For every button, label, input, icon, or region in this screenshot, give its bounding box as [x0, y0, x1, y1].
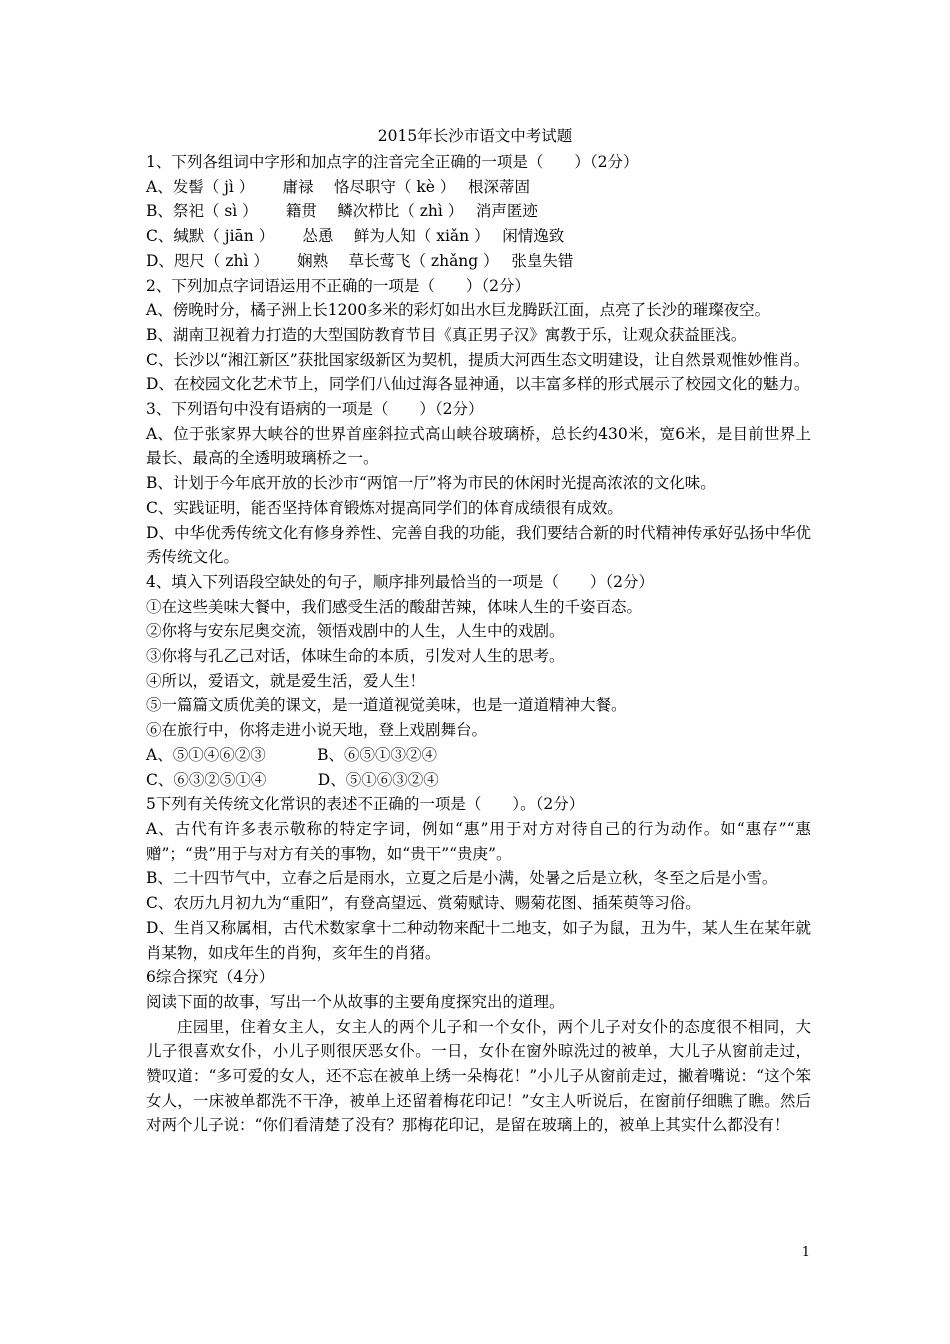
question-4-stem: 4、填入下列语段空缺处的句子，顺序排列最恰当的一项是（ ）（2分）: [146, 572, 654, 591]
question-1-option-d: D、咫尺（ zhì ） 娴熟 草长莺飞（ zhǎng ） 张皇失错: [146, 251, 574, 270]
question-1-option-b: B、祭祀（ sì ） 籍贯 鳞次栉比（ zhì ） 消声匿迹: [146, 202, 538, 221]
question-4-sentence-3: ③你将与孔乙己对话，体味生命的本质，引发对人生的思考。: [146, 647, 565, 666]
question-1-stem: 1、下列各组词中字形和加点字的注音完全正确的一项是（ ）（2分）: [146, 153, 639, 171]
question-5-option-b: B、二十四节气中，立春之后是雨水，立夏之后是小满，处暑之后是立秋，冬至之后是小雪。: [146, 869, 778, 888]
question-5-option-d: D、生肖又称属相，古代术数家拿十二种动物来配十二地支，如子为鼠，丑为牛，某人生在某年就肖某物，如戌年生的肖狗，亥年生的肖猪。: [146, 918, 811, 962]
question-5-stem: 5下列有关传统文化常识的表述不正确的一项是（ ）。（2分）: [146, 795, 585, 814]
question-4-sentence-5: ⑤一篇篇文质优美的课文，是一道道视觉美味，也是一道道精神大餐。: [146, 696, 627, 715]
question-4-sentence-2: ②你将与安东尼奥交流，领悟戏剧中的人生，人生中的戏剧。: [146, 622, 565, 641]
question-3-option-c: C、实践证明，能否坚持体育锻炼对提高同学们的体育成绩很有成效。: [146, 498, 623, 517]
question-5-option-c: C、农历九月初九为“重阳”，有登高望远、赏菊赋诗、赐菊花图、插茱萸等习俗。: [146, 894, 701, 913]
question-4-sentence-4: ④所以，爱语文，就是爱生活，爱人生！: [146, 671, 426, 690]
question-6-stem: 6综合探究（4分）: [146, 968, 275, 987]
question-2-option-b: B、湖南卫视着力打造的大型国防教育节目《真正男子汉》寓教于乐，让观众获益匪浅。: [146, 325, 747, 344]
question-2-option-c: C、长沙以“湘江新区”获批国家级新区为契机，提质大河西生态文明建设，让自然景观惟妙惟肖。: [146, 350, 810, 369]
question-3-option-b: B、计划于今年底开放的长沙市“两馆一厅”将为市民的休闲时光提高浓浓的文化味。: [146, 474, 716, 493]
question-4-options-cd: C、⑥③②⑤①④ D、⑤①⑥③②④: [146, 770, 439, 789]
question-2-option-a: A、傍晚时分，橘子洲上长1200多米的彩灯如出水巨龙腾跃江面，点亮了长沙的璀璨夜空。: [146, 301, 771, 320]
question-1-option-a: A、发髻（ jì ） 庸禄 恪尽职守（ kè ） 根深蒂固: [146, 177, 531, 196]
question-1-option-c: C、缄默（ jiān ） 怂恿 鲜为人知（ xiǎn ） 闲情逸致: [146, 227, 565, 246]
question-4-options-ab: A、⑤①④⑥②③ B、⑥⑤①③②④: [146, 745, 438, 764]
question-6-story: 庄园里，住着女主人，女主人的两个儿子和一个女仆，两个儿子对女仆的态度很不相同，大儿子很喜欢女仆，小儿子则很厌恶女仆。一日，女仆在窗外晾洗过的被单，大儿子从窗前走过，赞叹道：“多可爱的女人，还不忘在被单上绣一朵梅花！”小儿子从窗前走过，撇着嘴说：“这个笨女人，一床被单都洗不干净，被单上还留着梅花印记！”女主人听说后，在窗前仔细瞧了瞧。然后对两个儿子说：“你们看清楚了没有？那梅花印记，是留在玻璃上的，被单上其实什么都没有！: [146, 1017, 811, 1135]
page-title: 2015年长沙市语文中考试题: [377, 127, 573, 145]
page-number: 1: [801, 1245, 810, 1260]
question-3-stem: 3、下列语句中没有语病的一项是（ ）（2分）: [146, 400, 484, 419]
question-6-instruction: 阅读下面的故事，写出一个从故事的主要角度探究出的道理。: [146, 992, 565, 1011]
question-4-sentence-1: ①在这些美味大餐中，我们感受生活的酸甜苦辣，体味人生的千姿百态。: [146, 597, 643, 616]
exam-body: [146, 150, 811, 1138]
question-2-option-d: D、在校园文化艺术节上，同学们八仙过海各显神通，以丰富多样的形式展示了校园文化的魅力。: [146, 375, 810, 394]
question-2-stem: 2、下列加点字词语运用不正确的一项是（ ）（2分）: [146, 276, 530, 295]
question-4-sentence-6: ⑥在旅行中，你将走进小说天地，登上戏剧舞台。: [146, 721, 488, 740]
question-3-option-d: D、中华优秀传统文化有修身养性、完善自我的功能，我们要结合新的时代精神传承好弘扬中华优秀传统文化。: [146, 523, 811, 567]
question-5-option-a: A、古代有许多表示敬称的特定字词，例如“惠”用于对方对待自己的行为动作。如“惠存”“惠赠”；“贵”用于与对方有关的事物，如“贵干”“贵庚”。: [146, 819, 811, 863]
question-3-option-a: A、位于张家界大峡谷的世界首座斜拉式高山峡谷玻璃桥，总长约430米，宽6米，是目前世界上最长、最高的全透明玻璃桥之一。: [146, 424, 811, 468]
